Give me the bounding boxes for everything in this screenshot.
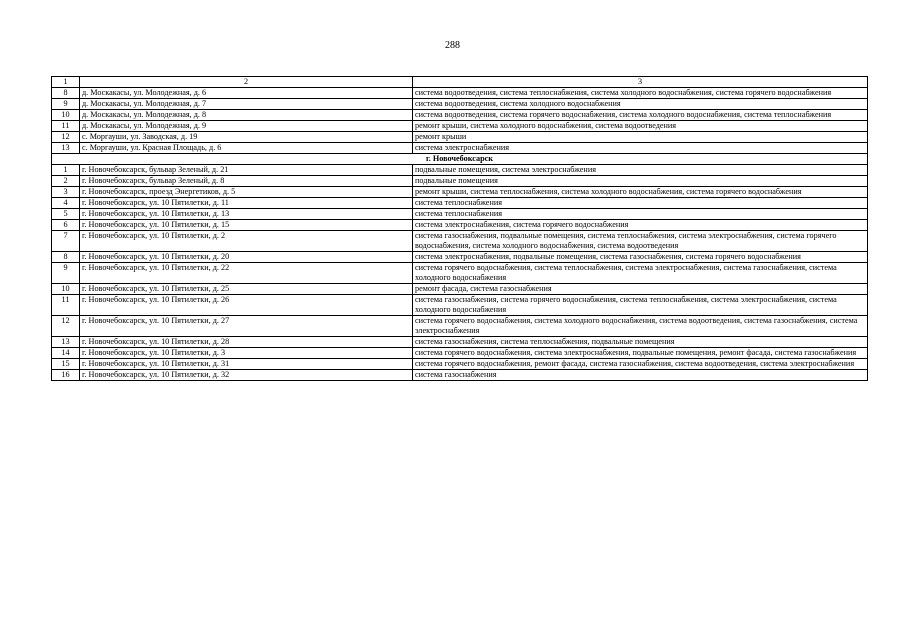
row-works: система теплоснабжения [413, 198, 868, 209]
table-row [52, 176, 868, 187]
row-address: г. Новочебоксарск, ул. 10 Пятилетки, д. 15 [80, 220, 413, 231]
table-row [52, 284, 868, 295]
row-address: г. Новочебоксарск, ул. 10 Пятилетки, д. 20 [80, 252, 413, 263]
row-number: 15 [52, 359, 80, 370]
row-number: 16 [52, 370, 80, 381]
row-works: система газоснабжения, система теплоснабжения, подвальные помещения [413, 337, 868, 348]
row-address: д. Москакасы, ул. Молодежная, д. 9 [80, 121, 413, 132]
header-col-3: 3 [413, 77, 868, 88]
row-address: г. Новочебоксарск, бульвар Зеленый, д. 21 [80, 165, 413, 176]
table-row [52, 370, 868, 381]
row-number: 9 [52, 263, 80, 284]
row-works: система горячего водоснабжения, ремонт фасада, система газоснабжения, система водоотведения, система электроснабжения [413, 359, 868, 370]
row-works: система газоснабжения, система горячего водоснабжения, система теплоснабжения, система электроснабжения, система холодного водоснабжения [413, 295, 868, 316]
row-number: 11 [52, 121, 80, 132]
row-number: 6 [52, 220, 80, 231]
table-row [52, 99, 868, 110]
row-number: 11 [52, 295, 80, 316]
row-number: 4 [52, 198, 80, 209]
row-works: ремонт крыши [413, 132, 868, 143]
header-col-1: 1 [52, 77, 80, 88]
row-works: система горячего водоснабжения, система теплоснабжения, система электроснабжения, система газоснабжения, система холодного водоснабжения [413, 263, 868, 284]
row-works: система теплоснабжения [413, 209, 868, 220]
row-address: с. Моргауши, ул. Красная Площадь, д. 6 [80, 143, 413, 154]
row-number: 10 [52, 110, 80, 121]
section-row [52, 154, 868, 165]
table-row [52, 198, 868, 209]
row-works: подвальные помещения [413, 176, 868, 187]
row-number: 2 [52, 176, 80, 187]
table-row [52, 110, 868, 121]
row-works: подвальные помещения, система электроснабжения [413, 165, 868, 176]
row-works: система водоотведения, система горячего водоснабжения, система холодного водоснабжения, система теплоснабжения [413, 110, 868, 121]
table-row [52, 348, 868, 359]
row-address: г. Новочебоксарск, бульвар Зеленый, д. 8 [80, 176, 413, 187]
row-works: система водоотведения, система холодного водоснабжения [413, 99, 868, 110]
row-address: г. Новочебоксарск, ул. 10 Пятилетки, д. 22 [80, 263, 413, 284]
row-address: д. Москакасы, ул. Молодежная, д. 8 [80, 110, 413, 121]
table-row [52, 143, 868, 154]
row-number: 14 [52, 348, 80, 359]
row-works: система горячего водоснабжения, система холодного водоснабжения, система водоотведения, система газоснабжения, система электроснабжения [413, 316, 868, 337]
row-address: д. Москакасы, ул. Молодежная, д. 6 [80, 88, 413, 99]
table-row [52, 165, 868, 176]
row-works: ремонт крыши, система холодного водоснабжения, система водоотведения [413, 121, 868, 132]
row-number: 7 [52, 231, 80, 252]
row-number: 1 [52, 165, 80, 176]
row-works: система электроснабжения, система горячего водоснабжения [413, 220, 868, 231]
row-address: г. Новочебоксарск, ул. 10 Пятилетки, д. 11 [80, 198, 413, 209]
table-row [52, 88, 868, 99]
row-works: система водоотведения, система теплоснабжения, система холодного водоснабжения, система горячего водоснабжения [413, 88, 868, 99]
table-header-row [52, 77, 868, 88]
table-row [52, 187, 868, 198]
row-number: 10 [52, 284, 80, 295]
row-number: 5 [52, 209, 80, 220]
table-row [52, 316, 868, 337]
row-works: система электроснабжения, подвальные помещения, система газоснабжения, система горячего водоснабжения [413, 252, 868, 263]
works-table [51, 76, 868, 381]
row-address: г. Новочебоксарск, ул. 10 Пятилетки, д. 32 [80, 370, 413, 381]
row-number: 9 [52, 99, 80, 110]
row-number: 12 [52, 316, 80, 337]
table-row [52, 337, 868, 348]
row-number: 8 [52, 252, 80, 263]
row-works: система горячего водоснабжения, система электроснабжения, подвальные помещения, ремонт фасада, система газоснабжения [413, 348, 868, 359]
row-address: г. Новочебоксарск, проезд Энергетиков, д. 5 [80, 187, 413, 198]
row-number: 3 [52, 187, 80, 198]
row-address: д. Москакасы, ул. Молодежная, д. 7 [80, 99, 413, 110]
row-number: 13 [52, 337, 80, 348]
table-row [52, 231, 868, 252]
row-address: г. Новочебоксарск, ул. 10 Пятилетки, д. 27 [80, 316, 413, 337]
row-address: г. Новочебоксарск, ул. 10 Пятилетки, д. 26 [80, 295, 413, 316]
row-number: 8 [52, 88, 80, 99]
row-works: ремонт фасада, система газоснабжения [413, 284, 868, 295]
row-address: г. Новочебоксарск, ул. 10 Пятилетки, д. 25 [80, 284, 413, 295]
table-row [52, 121, 868, 132]
row-address: с. Моргауши, ул. Заводская, д. 19 [80, 132, 413, 143]
table-row [52, 359, 868, 370]
row-address: г. Новочебоксарск, ул. 10 Пятилетки, д. 28 [80, 337, 413, 348]
section-title: г. Новочебоксарск [52, 154, 868, 165]
row-address: г. Новочебоксарск, ул. 10 Пятилетки, д. 13 [80, 209, 413, 220]
row-address: г. Новочебоксарск, ул. 10 Пятилетки, д. 2 [80, 231, 413, 252]
row-number: 13 [52, 143, 80, 154]
row-number: 12 [52, 132, 80, 143]
table-row [52, 295, 868, 316]
header-col-2: 2 [80, 77, 413, 88]
row-works: система электроснабжения [413, 143, 868, 154]
row-works: система газоснабжения, подвальные помещения, система теплоснабжения, система электроснабжения, система горячего водоснабжения, система холодного водоснабжения, система водоотведения [413, 231, 868, 252]
table-row [52, 209, 868, 220]
page-number: 288 [445, 40, 460, 51]
row-address: г. Новочебоксарск, ул. 10 Пятилетки, д. 3 [80, 348, 413, 359]
table-row [52, 263, 868, 284]
row-address: г. Новочебоксарск, ул. 10 Пятилетки, д. 31 [80, 359, 413, 370]
row-works: ремонт крыши, система теплоснабжения, система холодного водоснабжения, система горячего водоснабжения [413, 187, 868, 198]
row-works: система газоснабжения [413, 370, 868, 381]
table-row [52, 220, 868, 231]
table-row [52, 132, 868, 143]
table-row [52, 252, 868, 263]
